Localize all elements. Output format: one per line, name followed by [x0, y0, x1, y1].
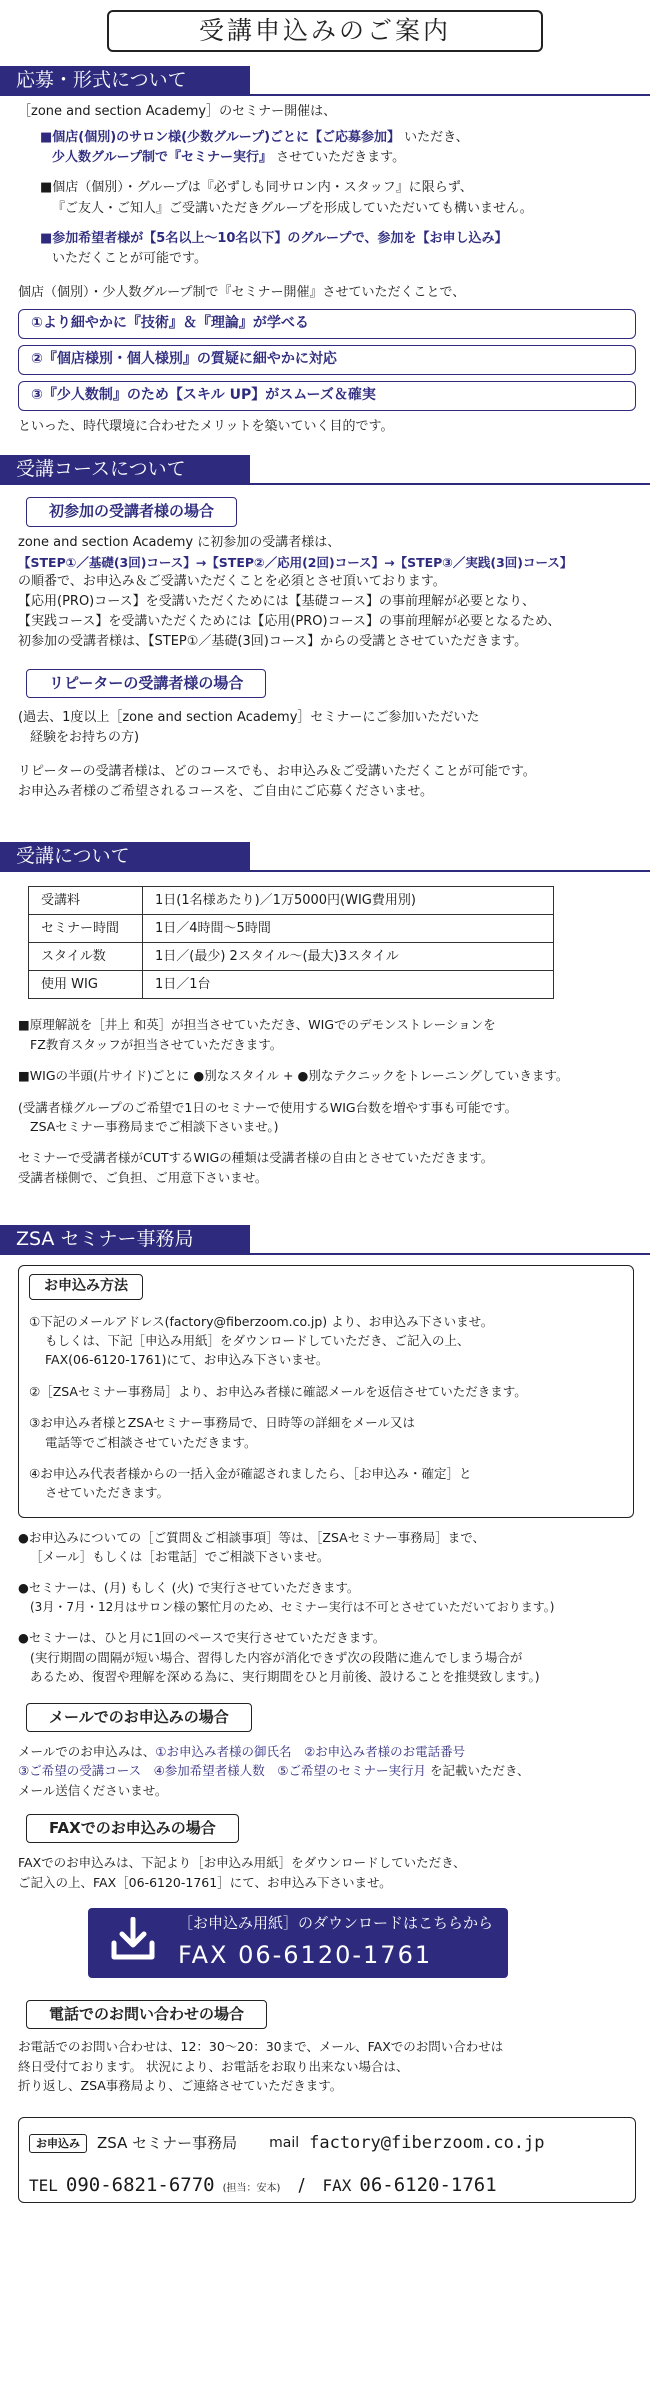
table-cell-value: 1日(1名様あたり)／1万5000円(WIG費用別)	[143, 887, 554, 915]
section-rule	[0, 870, 650, 872]
note-3: ■WIGの半頭(片サイド)ごとに ●別なスタイル + ●別なテクニックをトレーニングしていきます。	[18, 1068, 569, 1084]
subheading-repeaters: リピーターの受講者様の場合	[26, 669, 266, 698]
section-title: 受講について	[0, 842, 250, 870]
note-2: FZ教育スタッフが担当させていただきます。	[30, 1036, 283, 1052]
tel-line-3: 折り返し、ZSA事務局より、ご連絡させていただきます。	[18, 2077, 343, 2093]
info-2a: ●セミナーは、(月) もしく (火) で実行させていただきます。	[18, 1580, 360, 1596]
repeat-text-4: お申込み者様のご希望されるコースを、ご自由にご応募くださいませ。	[18, 784, 433, 800]
method-3b: 電話等でご相談させていただきます。	[45, 1434, 257, 1450]
subheading-tel: 電話でのお問い合わせの場合	[26, 2000, 267, 2029]
footer-tel[interactable]: 090-6821-6770	[65, 2173, 215, 2196]
mail-items-1: ①お申込み者様の御氏名 ②お申込み者様のお電話番号	[155, 1743, 466, 1759]
fax-line-1: FAXでのお申込みは、下記より［お申込み用紙］をダウンロードしていただき、	[18, 1855, 466, 1871]
subheading-mail: メールでのお申込みの場合	[26, 1703, 252, 1732]
fax-label: FAX	[322, 2175, 352, 2195]
note-6: セミナーで受講者様がCUTするWIGの種類は受講者様の自由とさせていただきます。	[18, 1150, 494, 1166]
section-rule	[0, 94, 650, 96]
merit-pill-2: ②『個店様別・個人様別』の質疑に細やかに対応	[18, 345, 636, 375]
section-title: 受講コースについて	[0, 455, 250, 483]
section-apply-body	[0, 102, 650, 303]
footer-email-link[interactable]: factory@fiberzoom.co.jp	[309, 2133, 545, 2154]
fax-body	[0, 1853, 650, 1892]
download-icon-svg	[110, 1917, 156, 1961]
table-row	[29, 971, 554, 999]
info-3b: (実行期間の間隔が短い場合、習得した内容が消化できず次の段階に進んでしまう場合が	[30, 1649, 523, 1665]
mail-text: メールでのお申込みは、	[18, 1743, 156, 1759]
bullet-1-emph: ■個店(個別)のサロン様(少数グループ)ごとに【ご応募参加】	[40, 130, 401, 146]
section-rule	[0, 1253, 650, 1255]
footer-separator: /	[298, 2174, 305, 2196]
mail-line-3: メール送信くださいませ。	[18, 1782, 168, 1798]
table-cell-value: 1日／4時間～5時間	[143, 915, 554, 943]
bullet-3-line-1: ■参加希望者様が【5名以上～10名以下】のグループで、参加を【お申し込み】	[40, 230, 508, 246]
info-1b: ［メール］もしくは［お電話］でご相談下さいませ。	[30, 1549, 330, 1565]
mail-label: mail	[269, 2134, 300, 2151]
first-timers-body	[0, 533, 650, 653]
mail-line-2	[18, 1761, 632, 1780]
note-4: (受講者様グループのご希望で1日のセミナーで使用するWIG台数を増やす事も可能です。	[18, 1099, 518, 1115]
footer-row-2	[29, 2171, 625, 2200]
course-steps: 【STEP①／基礎(3回)コース】→【STEP②／応用(2回)コース】→【STEP③／実践(3回)コース】	[18, 554, 573, 570]
bullet-2	[18, 178, 632, 218]
tel-line-2: 終日受付ております。 状況により、お電話をお取り出来ない場合は、	[18, 2058, 409, 2074]
fax-line-2: ご記入の上、FAX［06-6120-1761］にて、お申込み下さいませ。	[18, 1874, 392, 1890]
mail-body	[0, 1742, 650, 1800]
info-1a: ●お申込みについての［ご質問＆ご相談事項］等は、［ZSAセミナー事務局］まで、	[18, 1529, 485, 1545]
info-2b: (3月・7月・12月はサロン様の繁忙月のため、セミナー実行は不可とさせていただいております。)	[30, 1599, 555, 1614]
mail-text-2: を記載いただき、	[429, 1763, 530, 1779]
box-title: お申込み方法	[29, 1274, 143, 1300]
footer-row-1	[29, 2130, 625, 2156]
subheading-first-timers: 初参加の受講者様の場合	[26, 497, 237, 526]
table-row	[29, 887, 554, 915]
method-1a: ①下記のメールアドレス(factory@fiberzoom.co.jp) より、お申込み下さいませ。	[29, 1313, 494, 1329]
method-4b: させていただきます。	[45, 1485, 170, 1501]
download-text	[178, 1912, 493, 1974]
section-header-attendance	[0, 842, 650, 872]
repeat-text-3: リピーターの受講者様は、どのコースでも、お申込み＆ご受講いただくことが可能です。	[18, 764, 536, 780]
bullet-3-line-2: いただくことが可能です。	[52, 250, 207, 266]
footer-office: ZSA セミナー事務局	[97, 2133, 238, 2152]
mail-line-1	[18, 1742, 632, 1761]
page-title: 受講申込みのご案内	[107, 10, 543, 52]
table-cell-key: 受講料	[29, 887, 143, 915]
section-header-office	[0, 1225, 650, 1255]
repeaters-body	[0, 708, 650, 803]
table-row	[29, 943, 554, 971]
method-1c: FAX(06-6120-1761)にて、お申込み下さいませ。	[45, 1352, 329, 1368]
course-text-1: zone and section Academy に初参加の受講者様は、	[18, 534, 341, 550]
course-text-3: 【応用(PRO)コース】を受講いただくためには【基礎コース】の事前理解が必要となり、	[18, 594, 535, 610]
office-notes	[0, 1528, 650, 1687]
tel-line-1: お電話でのお問い合わせは、12：30～20：30まで、メール、FAXでのお問い合わせは	[18, 2039, 504, 2055]
footer-fax: 06-6120-1761	[359, 2173, 497, 2196]
bullet-2-line-1: ■個店（個別）・グループは『必ずしも同サロン内・スタッフ』に限らず、	[40, 180, 473, 196]
repeat-text-1: (過去、1度以上［zone and section Academy］セミナーにご参加いただいた	[18, 709, 480, 725]
table-row	[29, 915, 554, 943]
table-cell-value: 1日／(最少) 2スタイル～(最大)3スタイル	[143, 943, 554, 971]
section-header-apply	[0, 66, 650, 96]
course-text-2: の順番で、お申込み＆ご受講いただくことを必須とさせ頂いております。	[18, 574, 446, 590]
info-3c: あるため、復習や理解を深める為に、実行期間をひと月前後、設けることを推奨致します。)	[30, 1669, 540, 1685]
method-3a: ③お申込み者様とZSAセミナー事務局で、日時等の詳細をメール又は	[29, 1415, 415, 1431]
note-1: ■原理解説を［井上 和英］が担当させていただき、WIGでのデモンストレーションを	[18, 1017, 496, 1033]
section-header-course	[0, 455, 650, 485]
method-4a: ④お申込み代表者様からの一括入金が確認されましたら、［お申込み・確定］と	[29, 1465, 472, 1481]
contact-footer	[18, 2117, 636, 2203]
table-cell-key: 使用 WIG	[29, 971, 143, 999]
download-icon	[88, 1917, 178, 1968]
merit-pill-3: ③『少人数制』のため【スキル UP】がスムーズ＆確実	[18, 381, 636, 411]
course-text-4: 【実践コース】を受講いただくためには【応用(PRO)コース】の事前理解が必要となるため、	[18, 614, 561, 630]
bullet-3	[18, 229, 632, 269]
bullet-1	[18, 128, 632, 168]
table-cell-key: セミナー時間	[29, 915, 143, 943]
method-steps	[29, 1312, 623, 1503]
note-7: 受講者様側で、ご負担、ご用意下さいませ。	[18, 1169, 268, 1185]
tel-note: (担当：安本)	[222, 2182, 281, 2194]
repeat-text-2: 経験をお持ちの方)	[30, 729, 140, 745]
application-method-box	[18, 1265, 634, 1518]
bullet-2-line-2: 『ご友人・ご知人』ご受講いただきグループを形成していただいても構いません。	[52, 200, 533, 216]
tel-label: TEL	[29, 2175, 58, 2195]
info-3a: ●セミナーは、ひと月に1回のペースで実行させていただきます。	[18, 1630, 386, 1646]
subheading-fax: FAXでのお申込みの場合	[26, 1814, 239, 1843]
download-form-button[interactable]	[88, 1908, 508, 1978]
page	[0, 10, 650, 2203]
note-5: ZSAセミナー事務局までご相談下さいませ。)	[30, 1118, 279, 1134]
mail-items-2: ③ご希望の受講コース ④参加希望者様人数 ⑤ご希望のセミナー実行月	[18, 1763, 426, 1779]
lead-text: 個店（個別）・少人数グループ制で『セミナー開催』させていただくことで、	[18, 284, 466, 300]
intro-text: ［zone and section Academy］のセミナー開催は、	[18, 104, 337, 119]
section-rule	[0, 483, 650, 485]
outro-text: といった、時代環境に合わせたメリットを築いていく目的です。	[18, 419, 394, 435]
method-2: ②［ZSAセミナー事務局］より、お申込み者様に確認メールを返信させていただきます。	[29, 1383, 527, 1399]
bullet-1-text-2: させていただきます。	[276, 150, 406, 166]
seminar-info-table	[28, 886, 554, 999]
merit-pill-1: ①より細やかに『技術』＆『理論』が学べる	[18, 309, 636, 339]
table-cell-value: 1日／1台	[143, 971, 554, 999]
method-1b: もしくは、下記［申込み用紙］をダウンロードしていただき、ご記入の上、	[45, 1333, 470, 1349]
attendance-notes	[0, 1015, 650, 1187]
bullet-1-emph-2: 少人数グループ制で『セミナー実行』	[52, 150, 272, 166]
bullet-1-text: いただき、	[404, 130, 469, 146]
section-title: ZSA セミナー事務局	[0, 1225, 250, 1253]
tel-body	[0, 2037, 650, 2095]
table-cell-key: スタイル数	[29, 943, 143, 971]
download-fax: FAX 06-6120-1761	[178, 1940, 433, 1969]
section-title: 応募・形式について	[0, 66, 250, 94]
footer-tag: お申込み	[29, 2134, 87, 2153]
course-text-5: 初参加の受講者様は、【STEP①／基礎(3回)コース】からの受講とさせていただきます。	[18, 634, 528, 650]
download-label: ［お申込み用紙］のダウンロードはこちらから	[178, 1913, 494, 1932]
